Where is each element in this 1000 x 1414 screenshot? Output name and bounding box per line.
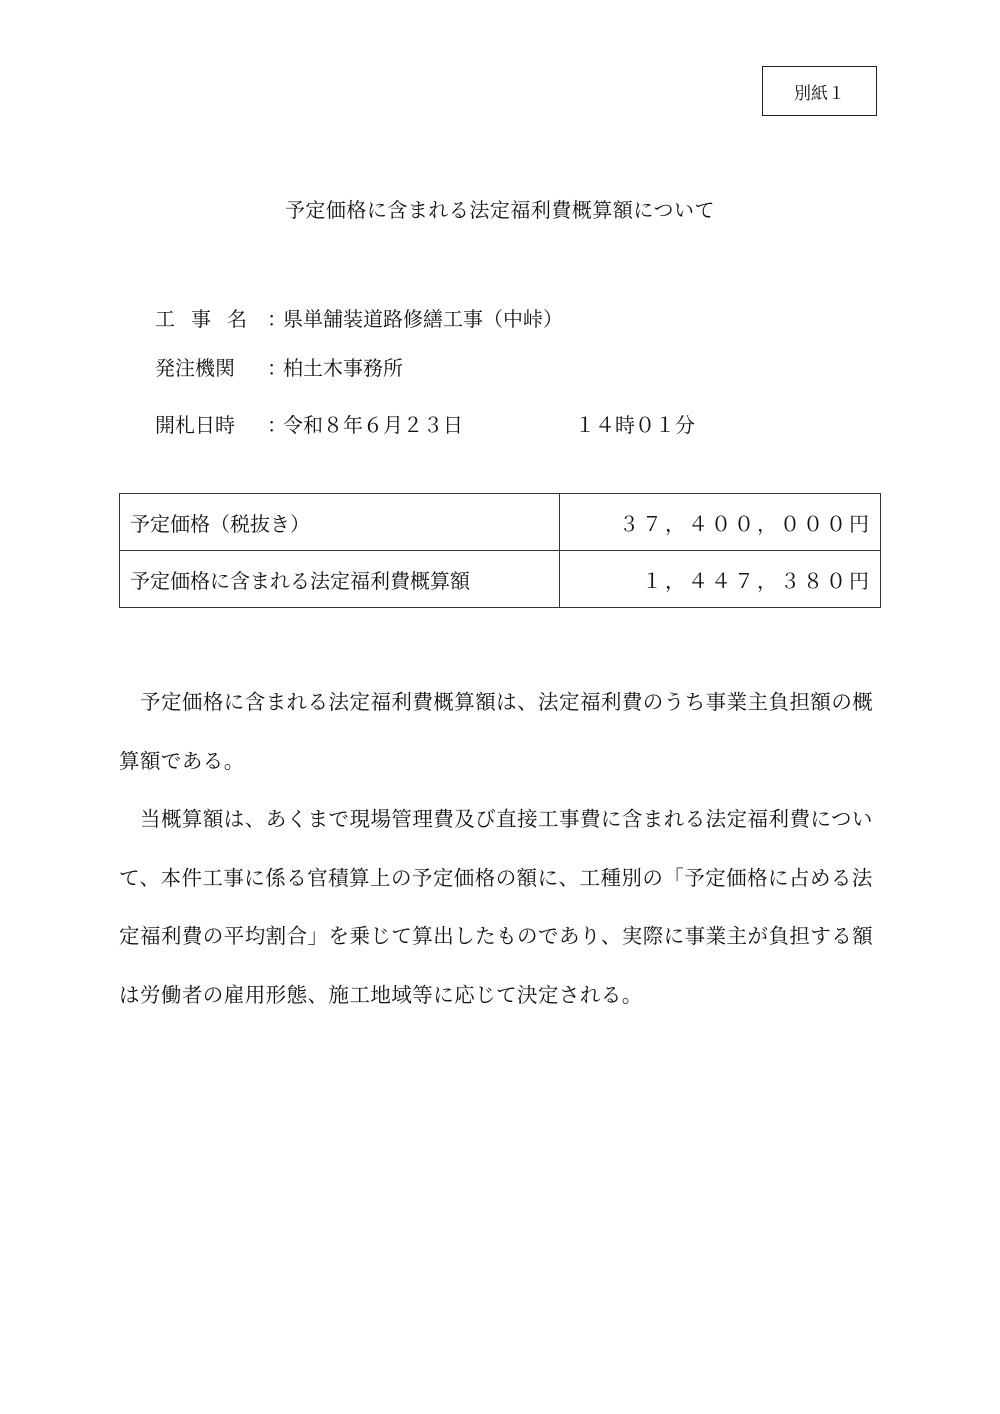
document-title: 予定価格に含まれる法定福利費概算額について — [284, 198, 716, 222]
opening-date-value: 令和８年６月２３日 — [283, 412, 463, 437]
table-row — [120, 494, 881, 551]
explanation-paragraph-1: 予定価格に含まれる法定福利費概算額は、法定福利費のうち事業主負担額の概算額である。 — [119, 690, 874, 773]
planned-price-value: ３７，４００，０００円 — [560, 494, 881, 551]
orderer-label: 発注機関 — [155, 355, 235, 380]
orderer-colon: ： — [267, 355, 287, 380]
welfare-cost-label: 予定価格に含まれる法定福利費概算額 — [120, 551, 560, 608]
opening-datetime-colon: ： — [267, 412, 287, 437]
construction-name-label: 工事名 — [155, 306, 263, 331]
explanation-paragraph-2: 当概算額は、あくまで現場管理費及び直接工事費に含まれる法定福利費について、本件工事に係る官積算上の予定価格の額に、工種別の「予定価格に占める法定福利費の平均割合」を乗じて算出したものであり、実際に事業主が負担する額は労働者の雇用形態、施工地域等に応じて決定される。 — [119, 807, 874, 1007]
construction-name-value: 県単舗装道路修繕工事（中峠） — [283, 306, 563, 331]
info-opening-row — [155, 408, 755, 438]
info-construction-row — [155, 302, 563, 332]
orderer-value: 柏土木事務所 — [283, 355, 403, 380]
price-table — [119, 493, 881, 608]
attachment-label-text: 別紙１ — [794, 83, 845, 104]
opening-time-value: １４時０１分 — [575, 412, 695, 437]
attachment-label — [762, 66, 877, 116]
info-orderer-row — [155, 351, 403, 381]
opening-datetime-label: 開札日時 — [155, 412, 235, 437]
table-row — [120, 551, 881, 608]
planned-price-label: 予定価格（税抜き） — [120, 494, 560, 551]
welfare-cost-value: １，４４７，３８０円 — [560, 551, 881, 608]
construction-name-colon: ： — [267, 306, 287, 331]
